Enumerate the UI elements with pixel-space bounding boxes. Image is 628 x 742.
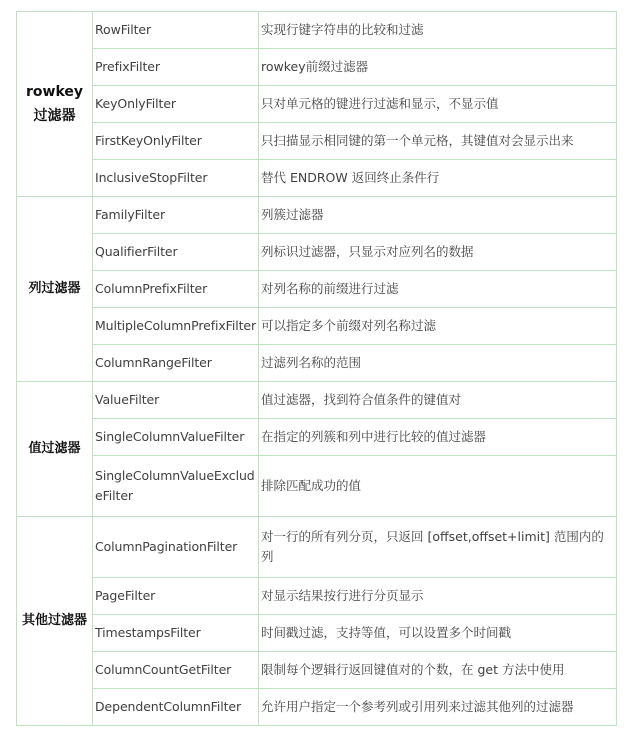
filter-description: rowkey前缀过滤器 [259,49,617,86]
filter-name: SingleColumnValueFilter [93,419,259,456]
table-row [17,234,617,271]
filter-name: InclusiveStopFilter [93,160,259,197]
filter-description: 对列名称的前缀进行过滤 [259,271,617,308]
group-label-value: 值过滤器 [17,382,93,517]
table-row [17,345,617,382]
filter-description: 实现行键字符串的比较和过滤 [259,12,617,49]
hbase-filter-table [16,11,617,726]
table-row [17,689,617,726]
table-row [17,160,617,197]
filter-name: ColumnCountGetFilter [93,652,259,689]
filter-description: 对一行的所有列分页，只返回 [offset,offset+limit] 范围内的列 [259,517,617,578]
filter-name: MultipleColumnPrefixFilter [93,308,259,345]
filter-name: ColumnPrefixFilter [93,271,259,308]
filter-description: 只扫描显示相同键的第一个单元格，其键值对会显示出来 [259,123,617,160]
filter-description: 排除匹配成功的值 [259,456,617,517]
filter-name: ColumnRangeFilter [93,345,259,382]
table-row [17,12,617,49]
table-row [17,86,617,123]
filter-description: 值过滤器，找到符合值条件的键值对 [259,382,617,419]
group-label-line: 过滤器 [33,108,76,124]
filter-name: DependentColumnFilter [93,689,259,726]
filter-description: 时间戳过滤，支持等值，可以设置多个时间戳 [259,615,617,652]
table-row [17,456,617,517]
filter-description: 限制每个逻辑行返回键值对的个数，在 get 方法中使用 [259,652,617,689]
filter-description: 在指定的列簇和列中进行比较的值过滤器 [259,419,617,456]
table-row [17,123,617,160]
group-label-rowkey [17,12,93,197]
table-row [17,517,617,578]
filter-description: 对显示结果按行进行分页显示 [259,578,617,615]
table-row [17,652,617,689]
table-row [17,615,617,652]
filter-description: 允许用户指定一个参考列或引用列来过滤其他列的过滤器 [259,689,617,726]
table-row [17,271,617,308]
filter-name: FamilyFilter [93,197,259,234]
filter-description: 只对单元格的键进行过滤和显示，不显示值 [259,86,617,123]
filter-description: 替代 ENDROW 返回终止条件行 [259,160,617,197]
table-row [17,49,617,86]
filter-name: KeyOnlyFilter [93,86,259,123]
filter-description: 可以指定多个前缀对列名称过滤 [259,308,617,345]
filter-name: ColumnPaginationFilter [93,517,259,578]
filter-description: 过滤列名称的范围 [259,345,617,382]
table-row [17,308,617,345]
group-label-other: 其他过滤器 [17,517,93,726]
filter-name: QualifierFilter [93,234,259,271]
table-row [17,578,617,615]
filter-name: PrefixFilter [93,49,259,86]
table-row [17,197,617,234]
group-label-column: 列过滤器 [17,197,93,382]
filter-description: 列标识过滤器，只显示对应列名的数据 [259,234,617,271]
filter-name: SingleColumnValueExcludeFilter [93,456,259,517]
filter-table-container [16,11,616,726]
table-row [17,382,617,419]
filter-name: PageFilter [93,578,259,615]
filter-name: RowFilter [93,12,259,49]
filter-name: ValueFilter [93,382,259,419]
filter-name: FirstKeyOnlyFilter [93,123,259,160]
table-row [17,419,617,456]
group-label-line: rowkey [25,84,83,100]
filter-description: 列簇过滤器 [259,197,617,234]
filter-name: TimestampsFilter [93,615,259,652]
